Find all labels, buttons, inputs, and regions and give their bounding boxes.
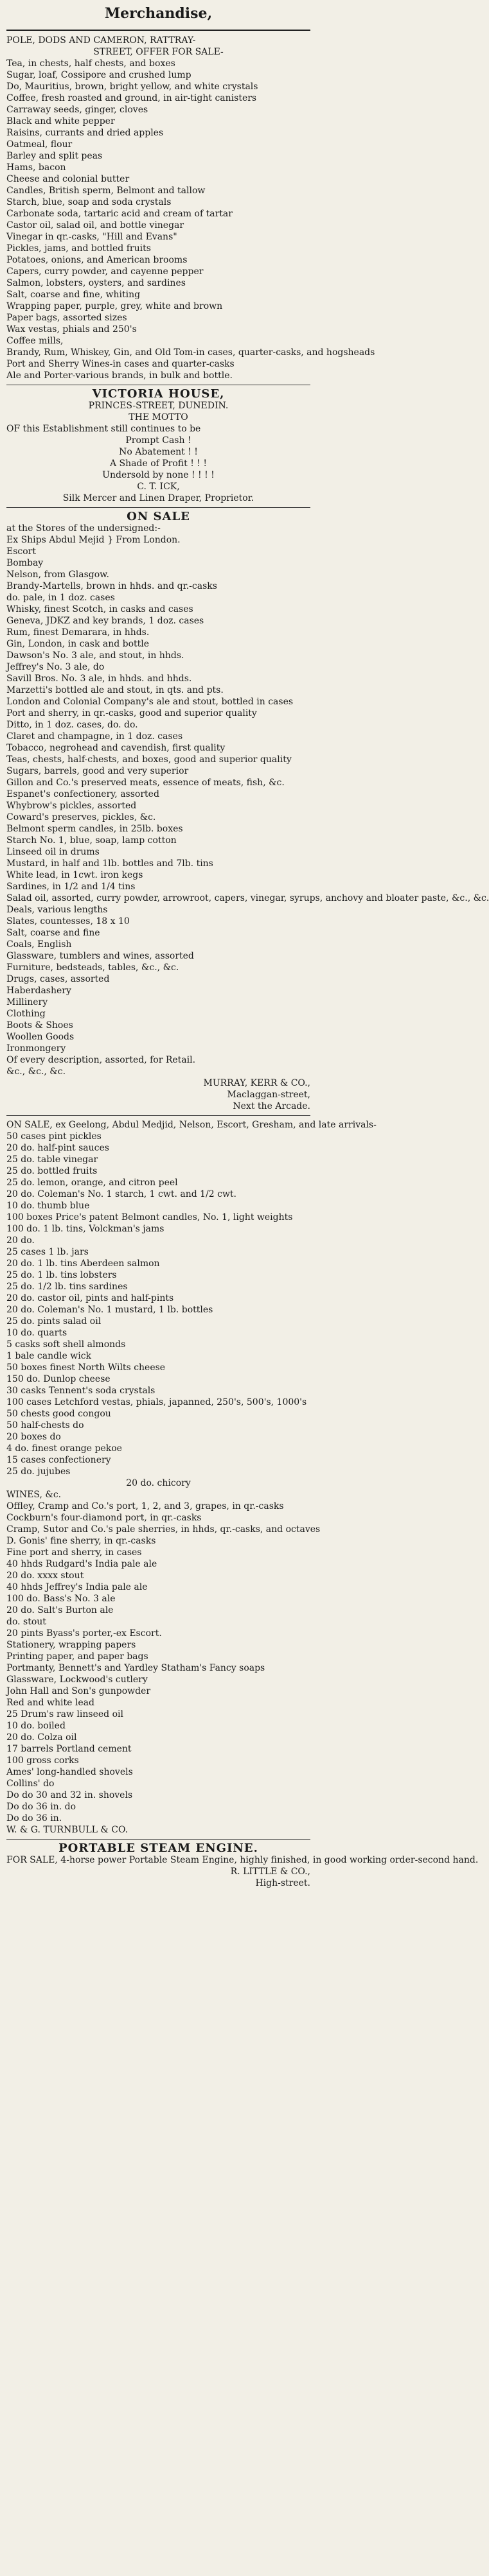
ad3-line: Next the Arcade. (233, 1101, 310, 1111)
rule (6, 30, 310, 31)
ad3-line: Boots & Shoes (6, 1020, 73, 1031)
ad4-line: 20 do. half-pint sauces (6, 1143, 109, 1153)
ad1-line: Oatmeal, flour (6, 139, 73, 150)
ad3-line: Salad oil, assorted, curry powder, arrowroot, capers, vinegar, syrups, anchovy and bloater paste, &c., &c. (6, 893, 489, 903)
ad1-line: Raisins, currants and dried apples (6, 128, 164, 138)
ad3-line: Of every description, assorted, for Retail. (6, 1055, 196, 1065)
ad4-line: John Hall and Son's gunpowder (6, 1686, 151, 1696)
ad1-line: Salmon, lobsters, oysters, and sardines (6, 278, 186, 288)
ad4-line: 100 do. Bass's No. 3 ale (6, 1594, 116, 1604)
ad1-line: Salt, coarse and fine, whiting (6, 290, 141, 300)
ad4-line: 20 boxes do (6, 1432, 61, 1442)
ad2-line: THE MOTTO (129, 412, 188, 422)
ad4-line: 150 do. Dunlop cheese (6, 1374, 111, 1384)
ad4-line: Printing paper, and paper bags (6, 1651, 148, 1662)
ad4-line: 40 hhds Jeffrey's India pale ale (6, 1582, 148, 1592)
ad-turnbull (6, 1119, 377, 1836)
ad4-line: 20 do. chicory (126, 1478, 191, 1488)
ad3-line: &c., &c., &c. (6, 1066, 66, 1077)
ad4-line: Offley, Cramp and Co.'s port, 1, 2, and 3, grapes, in qr.-casks (6, 1501, 284, 1511)
ad4-line: ON SALE, ex Geelong, Abdul Medjid, Nelson, Escort, Gresham, and late arrivals- (6, 1120, 377, 1130)
ad3-line: Linseed oil in drums (6, 847, 100, 857)
ad1-line: Castor oil, salad oil, and bottle vinegar (6, 220, 184, 231)
ad4-line: 50 chests good congou (6, 1409, 111, 1419)
ad4-line: 15 cases confectionery (6, 1455, 111, 1465)
ad3-line: Slates, countesses, 18 x 10 (6, 916, 130, 927)
ad3-line: Tobacco, negrohead and cavendish, first quality (6, 743, 226, 753)
ad4-line: D. Gonis' fine sherry, in qr.-casks (6, 1536, 156, 1546)
ad4-line: 5 casks soft shell almonds (6, 1339, 126, 1350)
ad5-line: R. LITTLE & CO., (230, 1867, 310, 1877)
ad4-line: 100 cases Letchford vestas, phials, japanned, 250's, 500's, 1000's (6, 1397, 307, 1407)
rule (6, 507, 310, 508)
ad1-line: Starch, blue, soap and soda crystals (6, 197, 172, 207)
ad1-line: Coffee mills, (6, 336, 64, 346)
ad1-line: Paper bags, assorted sizes (6, 313, 127, 323)
ad2-title: VICTORIA HOUSE, (92, 387, 225, 401)
ad4-line: 20 pints Byass's porter,-ex Escort. (6, 1628, 162, 1639)
ad4-line: 25 Drum's raw linseed oil (6, 1709, 123, 1719)
ad1-line: Black and white pepper (6, 116, 115, 126)
ad4-line: 20 do. Coleman's No. 1 starch, 1 cwt. and 1/2 cwt. (6, 1189, 236, 1199)
ad1-line: Carraway seeds, ginger, cloves (6, 105, 148, 115)
ad4-line: W. & G. TURNBULL & CO. (6, 1825, 129, 1835)
ad3-line: Claret and champagne, in 1 doz. cases (6, 731, 183, 742)
ad3-line: MURRAY, KERR & CO., (203, 1078, 310, 1088)
ad3-title: ON SALE (127, 510, 190, 523)
ad4-line: 20 do. 1 lb. tins Aberdeen salmon (6, 1258, 160, 1269)
ad3-line: White lead, in 1cwt. iron kegs (6, 870, 143, 880)
ad1-line: Candles, British sperm, Belmont and tallow (6, 186, 206, 196)
ad4-line: 30 casks Tennent's soda crystals (6, 1386, 156, 1396)
ad4-line: Do do 36 in. do (6, 1802, 76, 1812)
ad2-line: Prompt Cash ! (125, 435, 191, 446)
ad3-line: Brandy-Martells, brown in hhds. and qr.-casks (6, 581, 217, 591)
ad1-line: Ale and Porter-various brands, in bulk and bottle. (6, 370, 233, 381)
ad2-line: OF this Establishment still continues to be (6, 424, 201, 434)
section-title: Merchandise, (104, 5, 213, 22)
ad4-line: Collins' do (6, 1779, 55, 1789)
ad3-line: Millinery (6, 997, 48, 1007)
ad4-line: 20 do. Coleman's No. 1 mustard, 1 lb. bottles (6, 1305, 213, 1315)
ad3-line: Mustard, in half and 1lb. bottles and 7lb. tins (6, 858, 213, 869)
ad4-line: 20 do. Colza oil (6, 1732, 77, 1743)
ad4-line: Ames' long-handled shovels (6, 1767, 133, 1777)
ad4-line: 25 do. bottled fruits (6, 1166, 98, 1176)
ad1-line: Hams, bacon (6, 162, 66, 173)
ad4-line: 100 boxes Price's patent Belmont candles, No. 1, light weights (6, 1212, 293, 1223)
ad4-line: 10 do. boiled (6, 1721, 66, 1731)
ad4-line: 17 barrels Portland cement (6, 1744, 132, 1754)
ad4-line: 25 do. jujubes (6, 1466, 71, 1477)
ad2-line: PRINCES-STREET, DUNEDIN. (88, 401, 229, 411)
ad3-line: Coward's preserves, pickles, &c. (6, 812, 156, 822)
ad4-line: 50 half-chests do (6, 1420, 84, 1431)
ad3-line: Ex Ships Abdul Mejid } From London. (6, 535, 181, 545)
ad4-line: 10 do. quarts (6, 1328, 67, 1338)
ad3-line: Deals, various lengths (6, 905, 108, 915)
ad4-line: 20 do. xxxx stout (6, 1571, 84, 1581)
ad3-line: Glassware, tumblers and wines, assorted (6, 951, 194, 961)
ad4-line: 20 do. (6, 1235, 35, 1246)
ad1-line: Pickles, jams, and bottled fruits (6, 243, 151, 254)
ad3-line: Geneva, JDKZ and key brands, 1 doz. cases (6, 616, 204, 626)
ad4-line: WINES, &c. (6, 1490, 62, 1500)
ad3-line: Whisky, finest Scotch, in casks and cases (6, 604, 193, 614)
ad1-line: POLE, DODS AND CAMERON, RATTRAY- (6, 35, 196, 46)
ad3-line: Rum, finest Demarara, in hhds. (6, 627, 150, 638)
ad4-line: 25 cases 1 lb. jars (6, 1247, 89, 1257)
ad1-line: Capers, curry powder, and cayenne pepper (6, 266, 204, 277)
ad-portable-steam-engine (6, 1841, 479, 1889)
ad3-line: Starch No. 1, blue, soap, lamp cotton (6, 835, 177, 846)
ad2-line: A Shade of Profit ! ! ! (109, 458, 207, 469)
ad3-line: Dawson's No. 3 ale, and stout, in hhds. (6, 650, 184, 661)
rule (6, 1115, 310, 1116)
ad1-line: Vinegar in qr.-casks, "Hill and Evans" (6, 232, 177, 242)
ad3-line: Sugars, barrels, good and very superior (6, 766, 189, 776)
ad3-line: Espanet's confectionery, assorted (6, 789, 159, 799)
ad4-line: 25 do. 1/2 lb. tins sardines (6, 1282, 128, 1292)
ad5-line: High-street. (255, 1878, 310, 1888)
ad3-line: Sardines, in 1/2 and 1/4 tins (6, 882, 136, 892)
ad3-line: Gin, London, in cask and bottle (6, 639, 150, 649)
ad3-line: at the Stores of the undersigned:- (6, 523, 161, 534)
ad2-line: Undersold by none ! ! ! ! (102, 470, 215, 480)
ad3-line: Coals, English (6, 939, 72, 950)
ad4-line: do. stout (6, 1617, 46, 1627)
ad3-line: Jeffrey's No. 3 ale, do (6, 662, 105, 672)
ad1-line: Barley and split peas (6, 151, 103, 161)
ad3-line: do. pale, in 1 doz. cases (6, 593, 115, 603)
ad3-line: Haberdashery (6, 986, 71, 996)
ad3-line: Escort (6, 546, 36, 557)
ad3-line: Gillon and Co.'s preserved meats, essence of meats, fish, &c. (6, 778, 285, 788)
ad1-line: Wrapping paper, purple, grey, white and brown (6, 301, 223, 311)
ad3-line: Salt, coarse and fine (6, 928, 100, 938)
ad4-line: 100 do. 1 lb. tins, Volckman's jams (6, 1224, 164, 1234)
ad2-line: No Abatement ! ! (119, 447, 198, 457)
ad4-line: 50 boxes finest North Wilts cheese (6, 1362, 166, 1373)
ad1-line: Sugar, loaf, Cossipore and crushed lump (6, 70, 191, 80)
ad4-line: Stationery, wrapping papers (6, 1640, 136, 1650)
ad1-line: Wax vestas, phials and 250's (6, 324, 137, 335)
ad5-line: FOR SALE, 4-horse power Portable Steam Engine, highly finished, in good working order-second hand. (6, 1855, 479, 1865)
ad3-line: Port and sherry, in qr.-casks, good and superior quality (6, 708, 257, 718)
ad5-title: PORTABLE STEAM ENGINE. (58, 1841, 258, 1855)
ad4-line: Glassware, Lockwood's cutlery (6, 1675, 148, 1685)
ad4-line: 1 bale candle wick (6, 1351, 92, 1361)
ad4-line: 10 do. thumb blue (6, 1201, 90, 1211)
ad3-line: Furniture, bedsteads, tables, &c., &c. (6, 962, 179, 973)
ad1-line: Brandy, Rum, Whiskey, Gin, and Old Tom-in cases, quarter-casks, and hogsheads (6, 347, 375, 358)
ad4-line: 4 do. finest orange pekoe (6, 1443, 122, 1454)
ad-victoria-house (6, 388, 310, 504)
ad4-line: 20 do. Salt's Burton ale (6, 1605, 114, 1615)
ad-murray-kerr (6, 510, 489, 1112)
ad3-line: Maclaggan-street, (227, 1090, 310, 1100)
ad2-line: C. T. ICK, (137, 482, 180, 492)
ad4-line: 40 hhds Rudgard's India pale ale (6, 1559, 157, 1569)
ad3-line: Marzetti's bottled ale and stout, in qts. and pts. (6, 685, 224, 695)
ad3-line: Savill Bros. No. 3 ale, in hhds. and hhds. (6, 674, 192, 684)
rule (6, 1839, 310, 1840)
ad1-line: Carbonate soda, tartaric acid and cream of tartar (6, 209, 233, 219)
ad4-line: Do do 36 in. (6, 1813, 62, 1823)
ad1-line: STREET, OFFER FOR SALE- (93, 47, 224, 57)
ad1-line: Cheese and colonial butter (6, 174, 130, 184)
ad-pole-dods-cameron (6, 35, 375, 381)
ad1-line: Coffee, fresh roasted and ground, in air-tight canisters (6, 93, 257, 103)
ad4-line: Cockburn's four-diamond port, in qr.-casks (6, 1513, 202, 1523)
ad1-line: Port and Sherry Wines-in cases and quarter-casks (6, 359, 235, 369)
ad1-line: Tea, in chests, half chests, and boxes (6, 58, 175, 69)
ad3-line: Ironmongery (6, 1043, 66, 1054)
ad1-line: Do, Mauritius, brown, bright yellow, and white crystals (6, 82, 258, 92)
ad4-line: Portmanty, Bennett's and Yardley Statham's Fancy soaps (6, 1663, 265, 1673)
ad4-line: 25 do. 1 lb. tins lobsters (6, 1270, 117, 1280)
ad4-line: 25 do. table vinegar (6, 1154, 98, 1165)
ad3-line: Drugs, cases, assorted (6, 974, 110, 984)
ad3-line: Whybrow's pickles, assorted (6, 801, 137, 811)
ad3-line: London and Colonial Company's ale and stout, bottled in cases (6, 697, 294, 707)
ad3-line: Woollen Goods (6, 1032, 75, 1042)
ad4-line: 20 do. castor oil, pints and half-pints (6, 1293, 174, 1303)
ad4-line: 25 do. lemon, orange, and citron peel (6, 1178, 178, 1188)
ad3-line: Belmont sperm candles, in 25lb. boxes (6, 824, 183, 834)
ad3-line: Clothing (6, 1009, 46, 1019)
ad4-line: Do do 30 and 32 in. shovels (6, 1790, 133, 1800)
ad3-line: Nelson, from Glasgow. (6, 570, 109, 580)
ad3-line: Bombay (6, 558, 44, 568)
ad4-line: Red and white lead (6, 1698, 94, 1708)
ad4-line: 25 do. pints salad oil (6, 1316, 102, 1327)
ad4-line: 100 gross corks (6, 1755, 79, 1766)
ad2-line: Silk Mercer and Linen Draper, Proprietor. (62, 493, 254, 503)
ad4-line: Cramp, Sutor and Co.'s pale sherries, in hhds, qr.-casks, and octaves (6, 1524, 321, 1535)
ad4-line: 50 cases pint pickles (6, 1131, 102, 1142)
ad3-line: Teas, chests, half-chests, and boxes, good and superior quality (6, 754, 292, 765)
ad3-line: Ditto, in 1 doz. cases, do. do. (6, 720, 138, 730)
ad4-line: Fine port and sherry, in cases (6, 1547, 142, 1558)
ad1-line: Potatoes, onions, and American brooms (6, 255, 188, 265)
